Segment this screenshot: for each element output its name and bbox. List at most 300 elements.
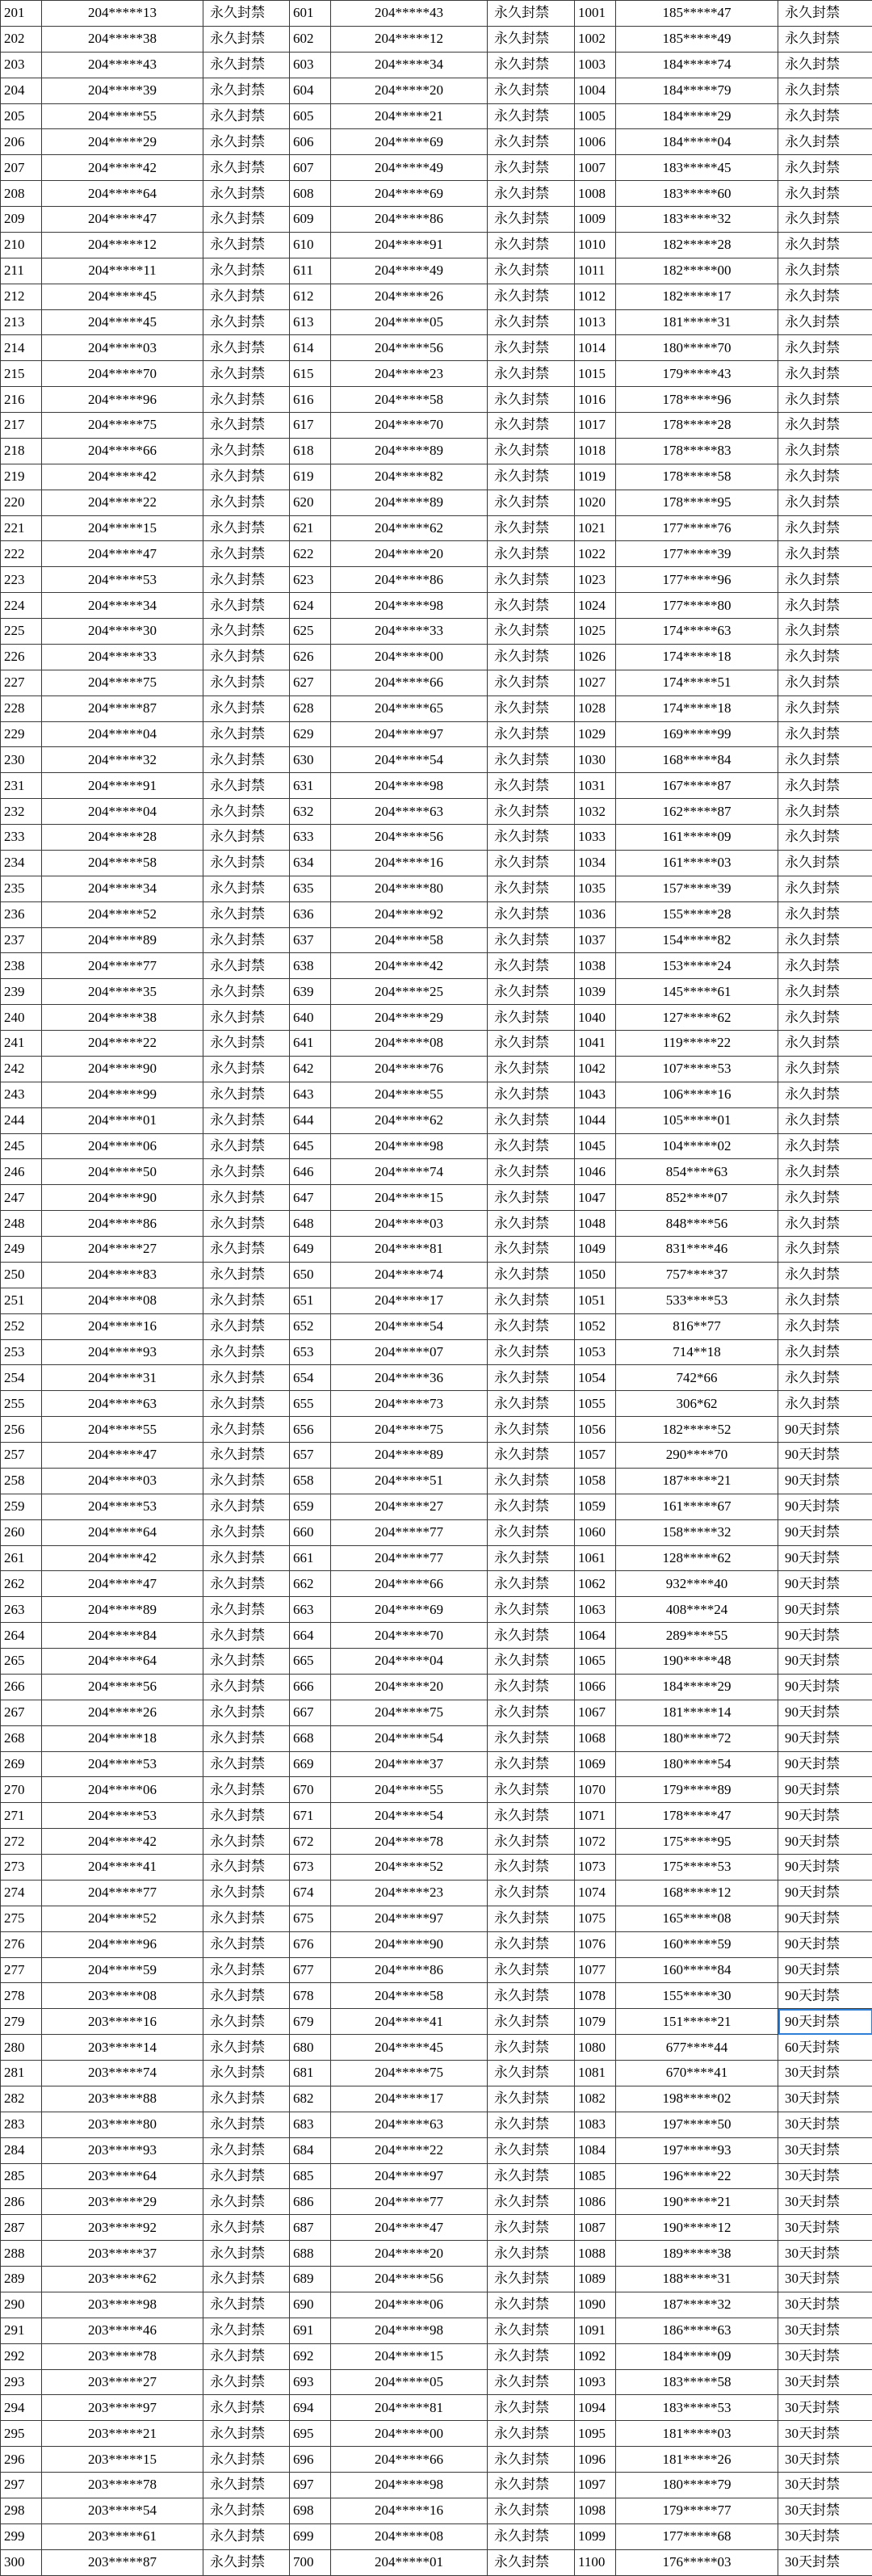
account-id-cell[interactable]: 184*****04 [616, 129, 778, 155]
account-id-cell[interactable]: 185*****47 [616, 1, 778, 27]
account-id-cell[interactable]: 204*****56 [331, 825, 488, 851]
row-number-cell[interactable]: 1096 [575, 2447, 616, 2473]
row-number-cell[interactable]: 218 [1, 438, 42, 464]
row-number-cell[interactable]: 1047 [575, 1185, 616, 1211]
ban-status-cell[interactable]: 永久封禁 [778, 825, 872, 851]
account-id-cell[interactable]: 204*****38 [42, 26, 203, 52]
row-number-cell[interactable]: 1054 [575, 1365, 616, 1391]
account-id-cell[interactable]: 204*****66 [331, 1571, 488, 1597]
row-number-cell[interactable]: 272 [1, 1829, 42, 1855]
ban-status-cell[interactable]: 永久封禁 [488, 1571, 575, 1597]
account-id-cell[interactable]: 204*****86 [331, 567, 488, 593]
row-number-cell[interactable]: 1028 [575, 695, 616, 721]
account-id-cell[interactable]: 203*****37 [42, 2241, 203, 2267]
ban-status-cell[interactable]: 永久封禁 [488, 2395, 575, 2421]
account-id-cell[interactable]: 204*****50 [42, 1159, 203, 1185]
ban-status-cell[interactable]: 30天封禁 [778, 2421, 872, 2447]
ban-status-cell[interactable]: 90天封禁 [778, 1571, 872, 1597]
ban-status-cell[interactable]: 永久封禁 [488, 1365, 575, 1391]
account-id-cell[interactable]: 204*****82 [331, 464, 488, 490]
account-id-cell[interactable]: 289****55 [616, 1623, 778, 1649]
row-number-cell[interactable]: 664 [290, 1623, 331, 1649]
row-number-cell[interactable]: 225 [1, 619, 42, 645]
row-number-cell[interactable]: 607 [290, 155, 331, 181]
account-id-cell[interactable]: 203*****88 [42, 2086, 203, 2112]
row-number-cell[interactable]: 679 [290, 2009, 331, 2035]
account-id-cell[interactable]: 204*****22 [331, 2137, 488, 2163]
row-number-cell[interactable]: 1067 [575, 1700, 616, 1725]
ban-status-cell[interactable]: 永久封禁 [488, 26, 575, 52]
account-id-cell[interactable]: 196*****22 [616, 2163, 778, 2189]
row-number-cell[interactable]: 292 [1, 2343, 42, 2369]
ban-status-cell[interactable]: 永久封禁 [488, 2189, 575, 2215]
account-id-cell[interactable]: 183*****58 [616, 2369, 778, 2395]
ban-status-cell[interactable]: 永久封禁 [203, 1649, 290, 1675]
row-number-cell[interactable]: 224 [1, 593, 42, 619]
row-number-cell[interactable]: 1043 [575, 1082, 616, 1107]
row-number-cell[interactable]: 617 [290, 413, 331, 439]
row-number-cell[interactable]: 1079 [575, 2009, 616, 2035]
row-number-cell[interactable]: 604 [290, 78, 331, 103]
row-number-cell[interactable]: 635 [290, 876, 331, 901]
account-id-cell[interactable]: 204*****74 [331, 1159, 488, 1185]
account-id-cell[interactable]: 204*****55 [42, 103, 203, 129]
ban-status-cell[interactable]: 永久封禁 [488, 1494, 575, 1519]
account-id-cell[interactable]: 204*****98 [331, 773, 488, 799]
ban-status-cell[interactable]: 永久封禁 [203, 747, 290, 773]
row-number-cell[interactable]: 219 [1, 464, 42, 490]
row-number-cell[interactable]: 217 [1, 413, 42, 439]
row-number-cell[interactable]: 640 [290, 1005, 331, 1031]
account-id-cell[interactable]: 180*****72 [616, 1725, 778, 1751]
ban-status-cell[interactable]: 永久封禁 [488, 1288, 575, 1313]
account-id-cell[interactable]: 204*****07 [331, 1339, 488, 1365]
ban-status-cell[interactable]: 永久封禁 [203, 413, 290, 439]
account-id-cell[interactable]: 204*****73 [331, 1391, 488, 1417]
account-id-cell[interactable]: 204*****51 [331, 1468, 488, 1494]
account-id-cell[interactable]: 177*****39 [616, 541, 778, 567]
account-id-cell[interactable]: 204*****20 [331, 78, 488, 103]
account-id-cell[interactable]: 204*****32 [42, 747, 203, 773]
ban-status-cell[interactable]: 永久封禁 [203, 129, 290, 155]
row-number-cell[interactable]: 1072 [575, 1829, 616, 1855]
row-number-cell[interactable]: 1076 [575, 1931, 616, 1957]
ban-status-cell[interactable]: 90天封禁 [778, 1417, 872, 1443]
row-number-cell[interactable]: 634 [290, 850, 331, 876]
ban-status-cell[interactable]: 永久封禁 [203, 181, 290, 207]
row-number-cell[interactable]: 628 [290, 695, 331, 721]
account-id-cell[interactable]: 165*****08 [616, 1906, 778, 1931]
ban-status-cell[interactable]: 永久封禁 [203, 876, 290, 901]
ban-status-cell[interactable]: 永久封禁 [488, 1185, 575, 1211]
account-id-cell[interactable]: 204*****58 [331, 387, 488, 413]
ban-status-cell[interactable]: 永久封禁 [203, 2215, 290, 2241]
row-number-cell[interactable]: 235 [1, 876, 42, 901]
account-id-cell[interactable]: 178*****83 [616, 438, 778, 464]
account-id-cell[interactable]: 204*****53 [42, 1751, 203, 1777]
row-number-cell[interactable]: 633 [290, 825, 331, 851]
row-number-cell[interactable]: 291 [1, 2318, 42, 2343]
ban-status-cell[interactable]: 永久封禁 [778, 258, 872, 284]
account-id-cell[interactable]: 184*****29 [616, 103, 778, 129]
row-number-cell[interactable]: 1074 [575, 1880, 616, 1906]
ban-status-cell[interactable]: 30天封禁 [778, 2523, 872, 2549]
ban-status-cell[interactable]: 90天封禁 [778, 1803, 872, 1829]
row-number-cell[interactable]: 1073 [575, 1855, 616, 1881]
ban-status-cell[interactable]: 永久封禁 [488, 515, 575, 541]
row-number-cell[interactable]: 659 [290, 1494, 331, 1519]
ban-status-cell[interactable]: 永久封禁 [778, 799, 872, 825]
row-number-cell[interactable]: 1070 [575, 1777, 616, 1803]
account-id-cell[interactable]: 178*****96 [616, 387, 778, 413]
row-number-cell[interactable]: 1077 [575, 1957, 616, 1983]
row-number-cell[interactable]: 258 [1, 1468, 42, 1494]
account-id-cell[interactable]: 204*****21 [331, 103, 488, 129]
account-id-cell[interactable]: 831****46 [616, 1237, 778, 1263]
account-id-cell[interactable]: 204*****11 [42, 258, 203, 284]
row-number-cell[interactable]: 232 [1, 799, 42, 825]
row-number-cell[interactable]: 1098 [575, 2498, 616, 2523]
ban-status-cell[interactable]: 永久封禁 [203, 52, 290, 78]
row-number-cell[interactable]: 662 [290, 1571, 331, 1597]
row-number-cell[interactable]: 1097 [575, 2473, 616, 2498]
ban-status-cell[interactable]: 永久封禁 [488, 1880, 575, 1906]
ban-status-cell[interactable]: 永久封禁 [488, 1107, 575, 1133]
account-id-cell[interactable]: 204*****06 [331, 2292, 488, 2318]
row-number-cell[interactable]: 201 [1, 1, 42, 27]
ban-status-cell[interactable]: 90天封禁 [778, 1443, 872, 1469]
ban-status-cell[interactable]: 永久封禁 [203, 2369, 290, 2395]
row-number-cell[interactable]: 221 [1, 515, 42, 541]
account-id-cell[interactable]: 204*****27 [42, 1237, 203, 1263]
account-id-cell[interactable]: 203*****78 [42, 2473, 203, 2498]
row-number-cell[interactable]: 629 [290, 721, 331, 747]
row-number-cell[interactable]: 267 [1, 1700, 42, 1725]
row-number-cell[interactable]: 1022 [575, 541, 616, 567]
account-id-cell[interactable]: 204*****77 [331, 1545, 488, 1571]
row-number-cell[interactable]: 1068 [575, 1725, 616, 1751]
account-id-cell[interactable]: 204*****15 [331, 1185, 488, 1211]
ban-status-cell[interactable]: 永久封禁 [778, 438, 872, 464]
ban-status-cell[interactable]: 永久封禁 [203, 2523, 290, 2549]
row-number-cell[interactable]: 244 [1, 1107, 42, 1133]
ban-status-cell[interactable]: 永久封禁 [778, 721, 872, 747]
account-id-cell[interactable]: 204*****12 [42, 232, 203, 258]
ban-status-cell[interactable]: 永久封禁 [778, 155, 872, 181]
account-id-cell[interactable]: 204*****58 [331, 927, 488, 953]
account-id-cell[interactable]: 204*****75 [331, 2061, 488, 2086]
ban-status-cell[interactable]: 永久封禁 [488, 2498, 575, 2523]
row-number-cell[interactable]: 690 [290, 2292, 331, 2318]
account-id-cell[interactable]: 203*****15 [42, 2447, 203, 2473]
row-number-cell[interactable]: 1053 [575, 1339, 616, 1365]
row-number-cell[interactable]: 1018 [575, 438, 616, 464]
account-id-cell[interactable]: 158*****32 [616, 1519, 778, 1545]
account-id-cell[interactable]: 204*****83 [42, 1262, 203, 1288]
ban-status-cell[interactable]: 永久封禁 [778, 1262, 872, 1288]
account-id-cell[interactable]: 184*****09 [616, 2343, 778, 2369]
row-number-cell[interactable]: 1041 [575, 1031, 616, 1057]
row-number-cell[interactable]: 273 [1, 1855, 42, 1881]
ban-status-cell[interactable]: 永久封禁 [203, 2163, 290, 2189]
row-number-cell[interactable]: 639 [290, 979, 331, 1005]
row-number-cell[interactable]: 260 [1, 1519, 42, 1545]
account-id-cell[interactable]: 184*****29 [616, 1674, 778, 1700]
row-number-cell[interactable]: 1010 [575, 232, 616, 258]
account-id-cell[interactable]: 189*****38 [616, 2241, 778, 2267]
row-number-cell[interactable]: 676 [290, 1931, 331, 1957]
account-id-cell[interactable]: 204*****87 [42, 695, 203, 721]
account-id-cell[interactable]: 204*****42 [42, 464, 203, 490]
account-id-cell[interactable]: 204*****16 [331, 2498, 488, 2523]
ban-status-cell[interactable]: 永久封禁 [488, 2447, 575, 2473]
ban-status-cell[interactable]: 永久封禁 [778, 464, 872, 490]
row-number-cell[interactable]: 647 [290, 1185, 331, 1211]
ban-status-cell[interactable]: 永久封禁 [778, 1288, 872, 1313]
ban-status-cell[interactable]: 永久封禁 [203, 515, 290, 541]
ban-status-cell[interactable]: 30天封禁 [778, 2473, 872, 2498]
account-id-cell[interactable]: 204*****63 [42, 1391, 203, 1417]
account-id-cell[interactable]: 168*****84 [616, 747, 778, 773]
ban-status-cell[interactable]: 永久封禁 [488, 1159, 575, 1185]
ban-status-cell[interactable]: 永久封禁 [203, 1005, 290, 1031]
account-id-cell[interactable]: 176*****03 [616, 2549, 778, 2575]
ban-status-cell[interactable]: 永久封禁 [203, 2061, 290, 2086]
row-number-cell[interactable]: 1001 [575, 1, 616, 27]
ban-status-cell[interactable]: 90天封禁 [778, 1519, 872, 1545]
ban-status-cell[interactable]: 90天封禁 [778, 1931, 872, 1957]
account-id-cell[interactable]: 203*****54 [42, 2498, 203, 2523]
account-id-cell[interactable]: 204*****15 [331, 2343, 488, 2369]
ban-status-cell[interactable]: 永久封禁 [778, 1107, 872, 1133]
ban-status-cell[interactable]: 90天封禁 [778, 1725, 872, 1751]
ban-status-cell[interactable]: 永久封禁 [778, 26, 872, 52]
row-number-cell[interactable]: 1059 [575, 1494, 616, 1519]
ban-status-cell[interactable]: 永久封禁 [203, 1185, 290, 1211]
ban-status-cell[interactable]: 永久封禁 [488, 850, 575, 876]
row-number-cell[interactable]: 264 [1, 1623, 42, 1649]
row-number-cell[interactable]: 1016 [575, 387, 616, 413]
ban-status-cell[interactable]: 永久封禁 [488, 1674, 575, 1700]
row-number-cell[interactable]: 1083 [575, 2112, 616, 2137]
ban-status-cell[interactable]: 永久封禁 [203, 1211, 290, 1237]
account-id-cell[interactable]: 107*****53 [616, 1056, 778, 1082]
account-id-cell[interactable]: 204*****05 [331, 2369, 488, 2395]
account-id-cell[interactable]: 204*****49 [331, 258, 488, 284]
ban-status-cell[interactable]: 永久封禁 [203, 1829, 290, 1855]
account-id-cell[interactable]: 204*****47 [42, 541, 203, 567]
ban-status-cell[interactable]: 永久封禁 [203, 1417, 290, 1443]
row-number-cell[interactable]: 691 [290, 2318, 331, 2343]
ban-status-cell[interactable]: 90天封禁 [778, 1494, 872, 1519]
account-id-cell[interactable]: 848****56 [616, 1211, 778, 1237]
ban-status-cell[interactable]: 永久封禁 [203, 2009, 290, 2035]
ban-status-cell[interactable]: 永久封禁 [488, 747, 575, 773]
row-number-cell[interactable]: 286 [1, 2189, 42, 2215]
row-number-cell[interactable]: 1002 [575, 26, 616, 52]
row-number-cell[interactable]: 246 [1, 1159, 42, 1185]
ban-status-cell[interactable]: 永久封禁 [203, 1674, 290, 1700]
ban-status-cell[interactable]: 永久封禁 [488, 155, 575, 181]
row-number-cell[interactable]: 210 [1, 232, 42, 258]
ban-status-cell[interactable]: 永久封禁 [203, 2292, 290, 2318]
account-id-cell[interactable]: 174*****18 [616, 644, 778, 670]
account-id-cell[interactable]: 204*****41 [42, 1855, 203, 1881]
ban-status-cell[interactable]: 永久封禁 [203, 1468, 290, 1494]
ban-status-cell[interactable]: 永久封禁 [203, 1494, 290, 1519]
row-number-cell[interactable]: 661 [290, 1545, 331, 1571]
account-id-cell[interactable]: 204*****49 [331, 155, 488, 181]
account-id-cell[interactable]: 204*****63 [331, 799, 488, 825]
account-id-cell[interactable]: 204*****62 [331, 1107, 488, 1133]
account-id-cell[interactable]: 204*****47 [42, 207, 203, 233]
account-id-cell[interactable]: 190*****21 [616, 2189, 778, 2215]
account-id-cell[interactable]: 161*****03 [616, 850, 778, 876]
ban-status-cell[interactable]: 永久封禁 [488, 78, 575, 103]
account-id-cell[interactable]: 204*****55 [331, 1082, 488, 1107]
account-id-cell[interactable]: 178*****47 [616, 1803, 778, 1829]
account-id-cell[interactable]: 177*****68 [616, 2523, 778, 2549]
row-number-cell[interactable]: 1023 [575, 567, 616, 593]
row-number-cell[interactable]: 241 [1, 1031, 42, 1057]
account-id-cell[interactable]: 204*****23 [331, 361, 488, 387]
row-number-cell[interactable]: 248 [1, 1211, 42, 1237]
ban-status-cell[interactable]: 永久封禁 [488, 335, 575, 361]
account-id-cell[interactable]: 204*****86 [331, 1957, 488, 1983]
row-number-cell[interactable]: 643 [290, 1082, 331, 1107]
account-id-cell[interactable]: 204*****56 [42, 1674, 203, 1700]
ban-status-cell[interactable]: 永久封禁 [488, 2369, 575, 2395]
row-number-cell[interactable]: 630 [290, 747, 331, 773]
account-id-cell[interactable]: 204*****43 [331, 1, 488, 27]
row-number-cell[interactable]: 682 [290, 2086, 331, 2112]
ban-status-cell[interactable]: 永久封禁 [778, 773, 872, 799]
ban-status-cell[interactable]: 永久封禁 [488, 1597, 575, 1623]
account-id-cell[interactable]: 204*****52 [331, 1855, 488, 1881]
account-id-cell[interactable]: 184*****79 [616, 78, 778, 103]
ban-status-cell[interactable]: 永久封禁 [203, 2549, 290, 2575]
account-id-cell[interactable]: 155*****30 [616, 1983, 778, 2009]
ban-status-cell[interactable]: 永久封禁 [203, 2447, 290, 2473]
row-number-cell[interactable]: 1037 [575, 927, 616, 953]
row-number-cell[interactable]: 261 [1, 1545, 42, 1571]
row-number-cell[interactable]: 255 [1, 1391, 42, 1417]
ban-status-cell[interactable]: 永久封禁 [488, 1, 575, 27]
row-number-cell[interactable]: 1050 [575, 1262, 616, 1288]
account-id-cell[interactable]: 204*****89 [42, 927, 203, 953]
account-id-cell[interactable]: 204*****42 [331, 953, 488, 979]
row-number-cell[interactable]: 637 [290, 927, 331, 953]
row-number-cell[interactable]: 1048 [575, 1211, 616, 1237]
ban-status-cell[interactable]: 90天封禁 [778, 1623, 872, 1649]
account-id-cell[interactable]: 204*****90 [42, 1185, 203, 1211]
row-number-cell[interactable]: 300 [1, 2549, 42, 2575]
account-id-cell[interactable]: 204*****64 [42, 1649, 203, 1675]
ban-status-cell[interactable]: 90天封禁 [778, 1545, 872, 1571]
account-id-cell[interactable]: 203*****62 [42, 2267, 203, 2292]
row-number-cell[interactable]: 698 [290, 2498, 331, 2523]
row-number-cell[interactable]: 1100 [575, 2549, 616, 2575]
account-id-cell[interactable]: 204*****69 [331, 1597, 488, 1623]
ban-status-cell[interactable]: 永久封禁 [203, 2189, 290, 2215]
row-number-cell[interactable]: 1075 [575, 1906, 616, 1931]
account-id-cell[interactable]: 204*****54 [331, 1803, 488, 1829]
ban-status-cell[interactable]: 永久封禁 [778, 1031, 872, 1057]
ban-status-cell[interactable]: 永久封禁 [488, 52, 575, 78]
account-id-cell[interactable]: 204*****34 [331, 52, 488, 78]
row-number-cell[interactable]: 1005 [575, 103, 616, 129]
row-number-cell[interactable]: 627 [290, 670, 331, 695]
row-number-cell[interactable]: 1064 [575, 1623, 616, 1649]
account-id-cell[interactable]: 204*****12 [331, 26, 488, 52]
ban-status-cell[interactable]: 30天封禁 [778, 2163, 872, 2189]
account-id-cell[interactable]: 204*****54 [331, 1313, 488, 1339]
account-id-cell[interactable]: 204*****64 [42, 1519, 203, 1545]
row-number-cell[interactable]: 1085 [575, 2163, 616, 2189]
row-number-cell[interactable]: 1055 [575, 1391, 616, 1417]
row-number-cell[interactable]: 252 [1, 1313, 42, 1339]
ban-status-cell[interactable]: 永久封禁 [203, 1159, 290, 1185]
ban-status-cell[interactable]: 90天封禁 [778, 1700, 872, 1725]
row-number-cell[interactable]: 271 [1, 1803, 42, 1829]
row-number-cell[interactable]: 603 [290, 52, 331, 78]
row-number-cell[interactable]: 1051 [575, 1288, 616, 1313]
ban-status-cell[interactable]: 90天封禁 [778, 1829, 872, 1855]
account-id-cell[interactable]: 128*****62 [616, 1545, 778, 1571]
ban-status-cell[interactable]: 永久封禁 [203, 1262, 290, 1288]
ban-status-cell[interactable]: 永久封禁 [778, 335, 872, 361]
account-id-cell[interactable]: 204*****55 [42, 1417, 203, 1443]
ban-status-cell[interactable]: 永久封禁 [778, 567, 872, 593]
account-id-cell[interactable]: 204*****97 [331, 721, 488, 747]
row-number-cell[interactable]: 1029 [575, 721, 616, 747]
account-id-cell[interactable]: 204*****08 [42, 1288, 203, 1313]
ban-status-cell[interactable]: 永久封禁 [203, 1, 290, 27]
row-number-cell[interactable]: 1058 [575, 1468, 616, 1494]
row-number-cell[interactable]: 624 [290, 593, 331, 619]
row-number-cell[interactable]: 228 [1, 695, 42, 721]
ban-status-cell[interactable]: 永久封禁 [488, 619, 575, 645]
row-number-cell[interactable]: 1012 [575, 284, 616, 309]
ban-status-cell[interactable]: 永久封禁 [488, 2318, 575, 2343]
ban-status-cell[interactable]: 永久封禁 [488, 2137, 575, 2163]
account-id-cell[interactable]: 187*****32 [616, 2292, 778, 2318]
account-id-cell[interactable]: 203*****98 [42, 2292, 203, 2318]
account-id-cell[interactable]: 169*****99 [616, 721, 778, 747]
ban-status-cell[interactable]: 永久封禁 [488, 979, 575, 1005]
ban-status-cell[interactable]: 永久封禁 [203, 309, 290, 335]
ban-status-cell[interactable]: 90天封禁 [778, 1880, 872, 1906]
ban-status-cell[interactable]: 永久封禁 [778, 1391, 872, 1417]
account-id-cell[interactable]: 177*****80 [616, 593, 778, 619]
ban-status-cell[interactable]: 永久封禁 [488, 2421, 575, 2447]
ban-status-cell[interactable]: 永久封禁 [203, 1519, 290, 1545]
account-id-cell[interactable]: 204*****33 [331, 619, 488, 645]
row-number-cell[interactable]: 618 [290, 438, 331, 464]
row-number-cell[interactable]: 207 [1, 155, 42, 181]
ban-status-cell[interactable]: 永久封禁 [488, 799, 575, 825]
account-id-cell[interactable]: 203*****16 [42, 2009, 203, 2035]
ban-status-cell[interactable]: 永久封禁 [203, 103, 290, 129]
ban-status-cell[interactable]: 永久封禁 [778, 541, 872, 567]
row-number-cell[interactable]: 674 [290, 1880, 331, 1906]
row-number-cell[interactable]: 1027 [575, 670, 616, 695]
account-id-cell[interactable]: 204*****16 [42, 1313, 203, 1339]
row-number-cell[interactable]: 1014 [575, 335, 616, 361]
row-number-cell[interactable]: 656 [290, 1417, 331, 1443]
ban-status-cell[interactable]: 永久封禁 [488, 1545, 575, 1571]
row-number-cell[interactable]: 279 [1, 2009, 42, 2035]
